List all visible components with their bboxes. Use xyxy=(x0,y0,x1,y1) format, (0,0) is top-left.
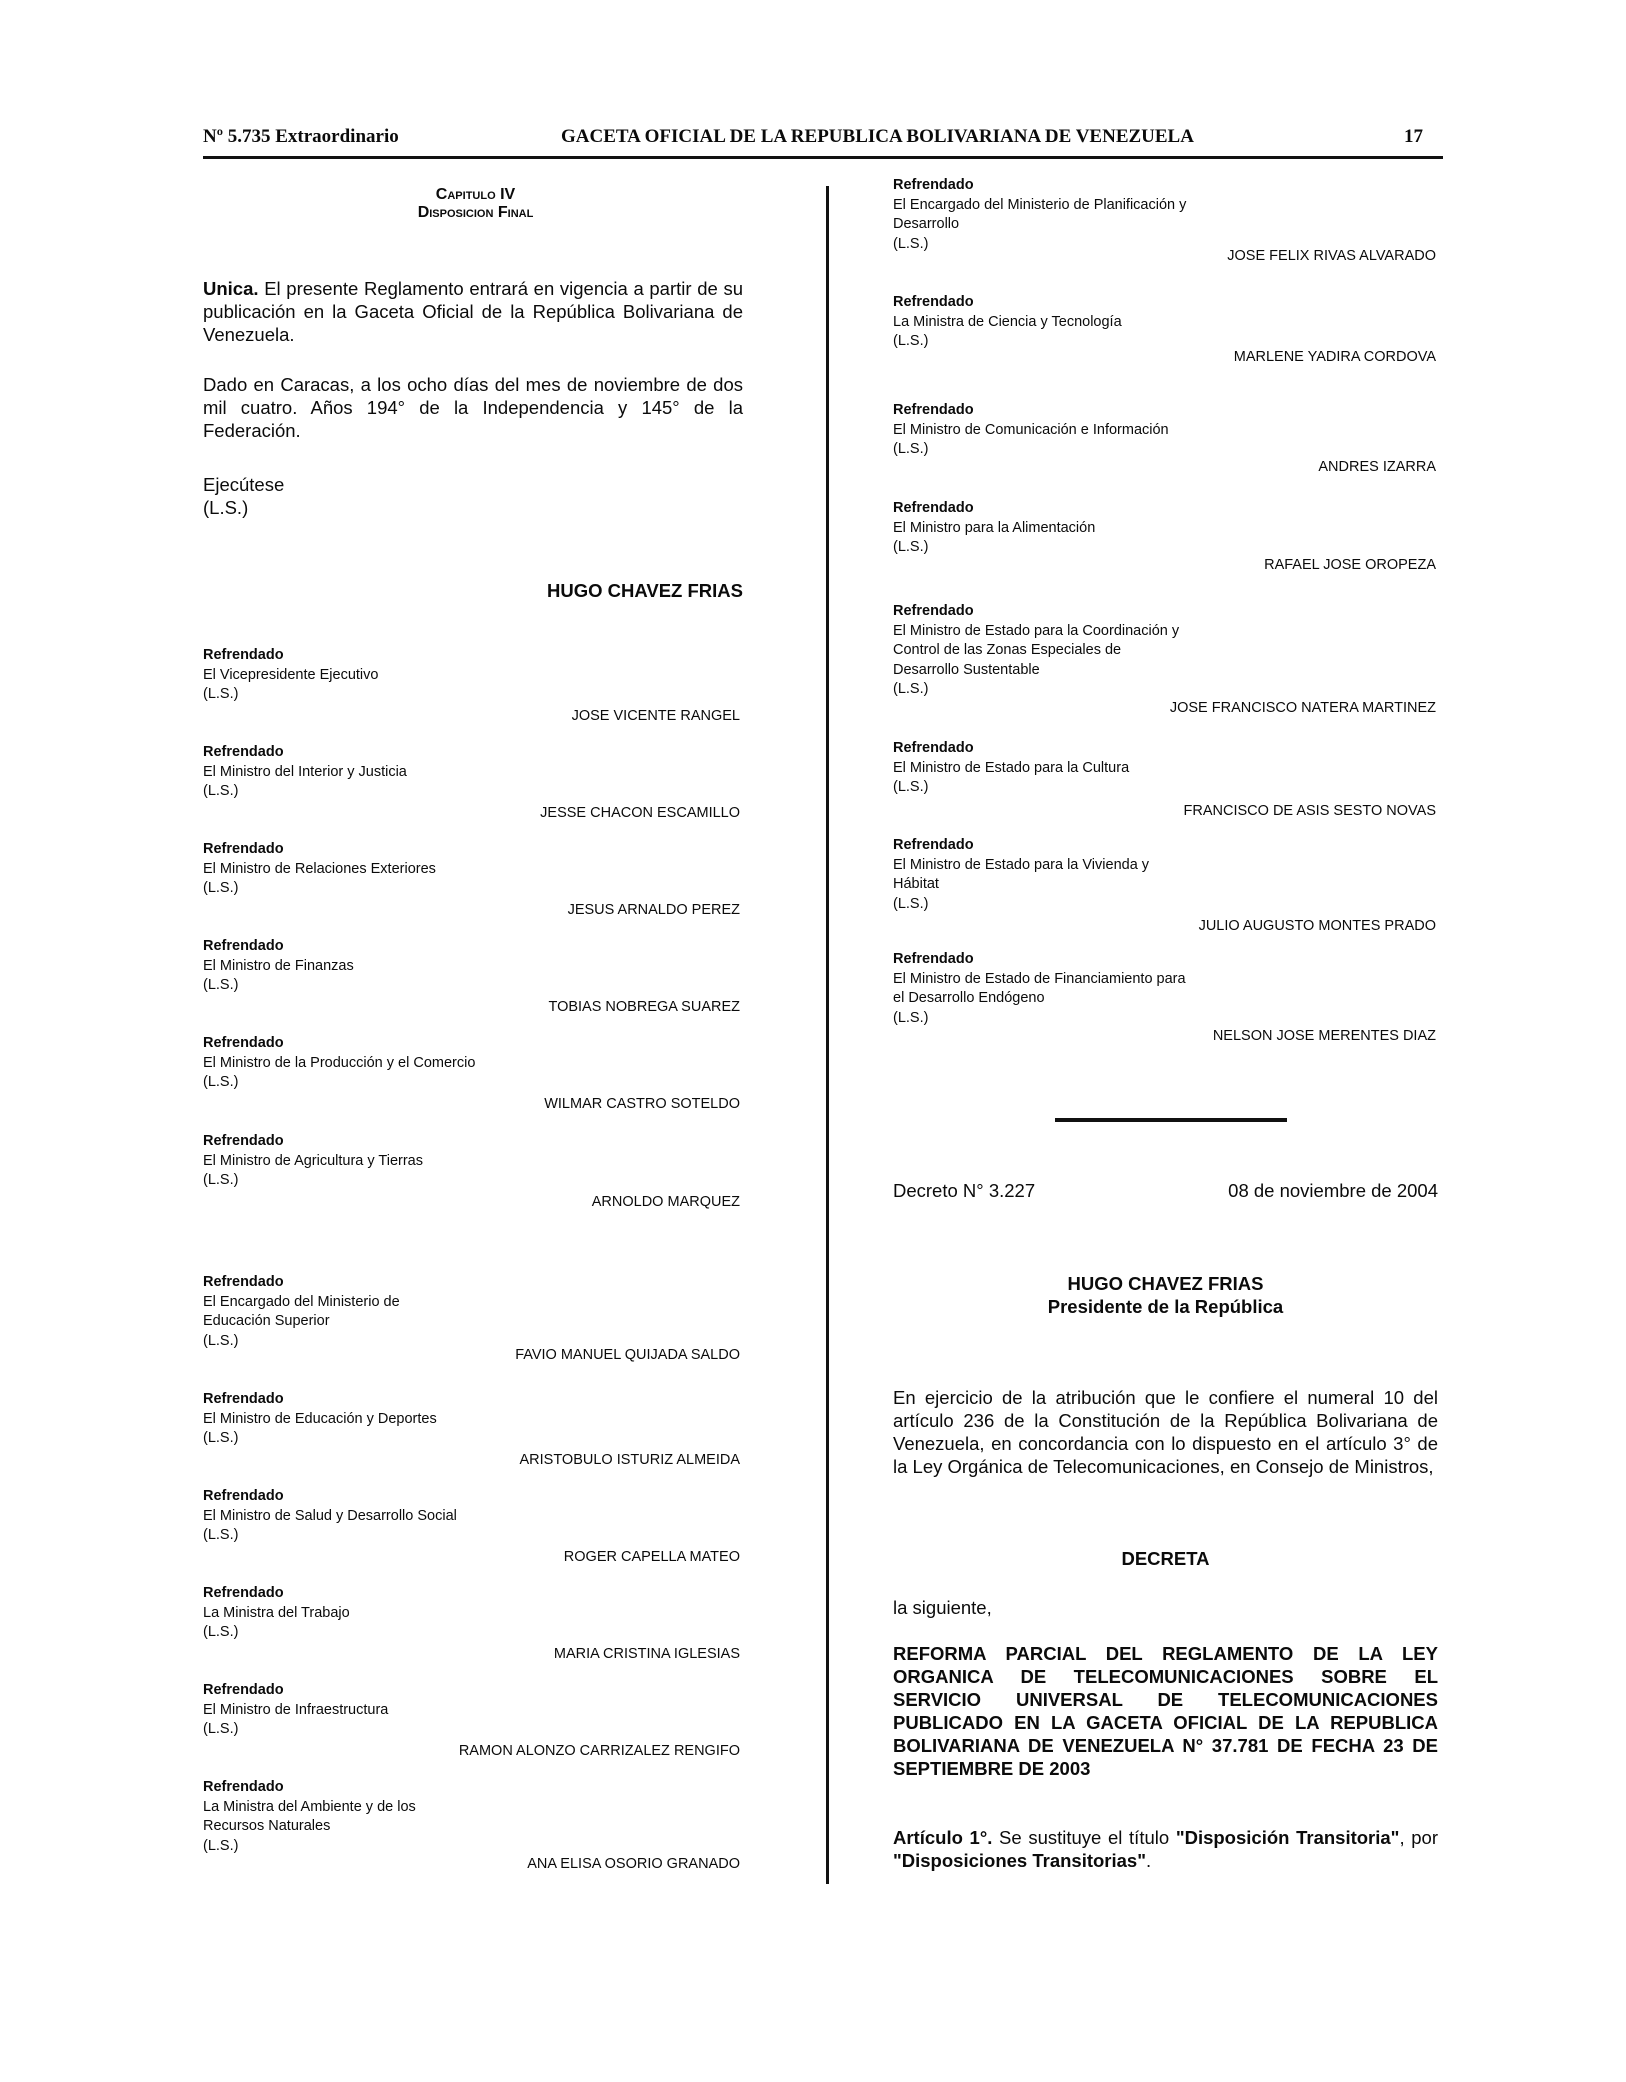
signatory-name: JOSE VICENTE RANGEL xyxy=(571,708,740,724)
ls-mark: (L.S.) xyxy=(203,977,239,993)
signatory-role: El Encargado del Ministerio de Planificación y Desarrollo xyxy=(893,196,1187,232)
signatory-block xyxy=(203,1487,473,1546)
refrendado-label: Refrendado xyxy=(203,1035,284,1051)
signatory-block xyxy=(893,602,1183,700)
signatory-name: JOSE FRANCISCO NATERA MARTINEZ xyxy=(1169,700,1436,716)
ls-mark: (L.S.) xyxy=(893,681,929,697)
signatory-block xyxy=(893,836,1193,914)
refrendado-label: Refrendado xyxy=(893,740,974,756)
signatory-name: ARISTOBULO ISTURIZ ALMEIDA xyxy=(519,1452,740,1468)
decree-president-title: Presidente de la República xyxy=(1047,1296,1284,1317)
article-quote-new: "Disposiciones Transitorias" xyxy=(893,1850,1146,1871)
signatory-block xyxy=(203,1390,473,1449)
article-text: . xyxy=(1145,1850,1152,1871)
unica-label: Unica. xyxy=(203,278,259,299)
signatory-name: JOSE FELIX RIVAS ALVARADO xyxy=(1227,248,1436,264)
refrendado-label: Refrendado xyxy=(203,1391,284,1407)
signatory-block xyxy=(203,1681,473,1740)
signatory-name: MARIA CRISTINA IGLESIAS xyxy=(553,1646,740,1662)
signatory-name: ROGER CAPELLA MATEO xyxy=(563,1549,740,1565)
decree-number: Decreto N° 3.227 xyxy=(893,1180,1036,1201)
unica-text: El presente Reglamento entrará en vigencia a partir de su publicación en la Gaceta Oficial de la República Bolivariana de Venezuela. xyxy=(203,278,743,345)
refrendado-label: Refrendado xyxy=(203,938,284,954)
article-text: , por xyxy=(1399,1827,1438,1848)
signatory-block xyxy=(893,401,1193,460)
refrendado-label: Refrendado xyxy=(203,1133,284,1149)
signatory-role: La Ministra de Ciencia y Tecnología xyxy=(893,313,1122,330)
signatory-role: La Ministra del Trabajo xyxy=(203,1604,350,1621)
article-1 xyxy=(893,1826,1438,1872)
decree-date: 08 de noviembre de 2004 xyxy=(1228,1180,1438,1201)
ls-mark: (L.S.) xyxy=(893,895,929,912)
chapter-title: Capitulo IV xyxy=(435,186,516,203)
decree-president: HUGO CHAVEZ FRIAS xyxy=(1067,1273,1264,1294)
decreta-heading: DECRETA xyxy=(1121,1548,1210,1569)
signatory-block xyxy=(893,176,1193,254)
signatory-role: El Ministro para la Alimentación xyxy=(893,519,1096,536)
ejecutese: Ejecútese xyxy=(203,474,285,495)
signatory-name: RAFAEL JOSE OROPEZA xyxy=(1264,557,1436,573)
signatory-name: ARNOLDO MARQUEZ xyxy=(591,1194,740,1210)
signatory-role: El Ministro de Finanzas xyxy=(203,957,354,974)
signatory-block xyxy=(203,1132,473,1191)
signatory-name: JULIO AUGUSTO MONTES PRADO xyxy=(1198,918,1436,934)
gazette-title: GACETA OFICIAL DE LA REPUBLICA BOLIVARIANA DE VENEZUELA xyxy=(561,126,1194,147)
column-divider xyxy=(826,186,829,1884)
ls-mark: (L.S.) xyxy=(203,686,239,702)
signatory-role: El Encargado del Ministerio de Educación Superior xyxy=(203,1293,400,1329)
section-separator xyxy=(1055,1118,1287,1122)
signatory-name: JESSE CHACON ESCAMILLO xyxy=(540,805,740,821)
signatory-name: FAVIO MANUEL QUIJADA SALDO xyxy=(515,1347,740,1363)
signatory-block xyxy=(203,1584,473,1643)
dado-paragraph: Dado en Caracas, a los ocho días del mes de noviembre de dos mil cuatro. Años 194° de la Independencia y 145° de la Federación. xyxy=(203,374,743,441)
signatory-role: El Ministro de Estado para la Coordinación y Control de las Zonas Especiales de Desarrollo Sustentable xyxy=(893,622,1180,678)
signatory-role: El Ministro de Relaciones Exteriores xyxy=(203,860,436,877)
preamble: En ejercicio de la atribución que le confiere el numeral 10 del artículo 236 de la Constitución de la República Bolivariana de Venezuela, en concordancia con lo dispuesto en el artículo 3° de la Ley Orgánica de Telecomunicaciones, en Consejo de Ministros, xyxy=(893,1387,1438,1477)
header-rule xyxy=(203,156,1443,159)
signatory-role: El Ministro de Estado para la Cultura xyxy=(893,759,1130,776)
signatory-block xyxy=(893,739,1193,798)
refrendado-label: Refrendado xyxy=(203,1682,284,1698)
ls-mark: (L.S.) xyxy=(893,779,929,795)
signatory-role: El Ministro de Comunicación e Información xyxy=(893,421,1169,438)
signatory-name: ANA ELISA OSORIO GRANADO xyxy=(527,1856,740,1872)
article-label: Artículo 1°. xyxy=(893,1827,993,1848)
refrendado-label: Refrendado xyxy=(893,837,974,853)
signatory-block xyxy=(203,840,473,899)
signatory-block xyxy=(893,950,1193,1028)
refrendado-label: Refrendado xyxy=(203,1779,284,1795)
signatory-name: TOBIAS NOBREGA SUAREZ xyxy=(548,999,740,1015)
signatory-role: El Ministro del Interior y Justicia xyxy=(203,763,407,780)
signatory-role: El Vicepresidente Ejecutivo xyxy=(203,666,379,683)
signatory-role: El Ministro de Educación y Deportes xyxy=(203,1410,437,1427)
signatory-role: La Ministra del Ambiente y de los Recursos Naturales xyxy=(203,1798,416,1834)
refrendado-label: Refrendado xyxy=(203,1585,284,1601)
refrendado-label: Refrendado xyxy=(203,647,284,663)
refrendado-label: Refrendado xyxy=(893,500,974,516)
signatory-block xyxy=(203,743,473,802)
signatory-name: MARLENE YADIRA CORDOVA xyxy=(1233,349,1436,365)
refrendado-label: Refrendado xyxy=(893,402,974,418)
article-quote-old: "Disposición Transitoria" xyxy=(1175,1827,1400,1848)
signatory-name: NELSON JOSE MERENTES DIAZ xyxy=(1212,1028,1436,1044)
refrendado-label: Refrendado xyxy=(893,603,974,619)
ls-mark: (L.S.) xyxy=(203,1624,239,1640)
ls-mark: (L.S.) xyxy=(203,1074,239,1090)
signatory-block xyxy=(203,1778,433,1856)
president-signature: HUGO CHAVEZ FRIAS xyxy=(547,580,743,601)
refrendado-label: Refrendado xyxy=(203,1488,284,1504)
signatory-name: RAMON ALONZO CARRIZALEZ RENGIFO xyxy=(458,1743,740,1759)
refrendado-label: Refrendado xyxy=(203,744,284,760)
ls-mark: (L.S.) xyxy=(203,1837,239,1854)
refrendado-label: Refrendado xyxy=(893,951,974,967)
signatory-role: El Ministro de Estado para la Vivienda y Hábitat xyxy=(893,856,1150,892)
ls-mark: (L.S.) xyxy=(203,880,239,896)
refrendado-label: Refrendado xyxy=(893,177,974,193)
signatory-block xyxy=(893,293,1193,352)
signatory-role: El Ministro de Salud y Desarrollo Social xyxy=(203,1507,457,1524)
signatory-name: JESUS ARNALDO PEREZ xyxy=(567,902,740,918)
signatory-role: El Ministro de Agricultura y Tierras xyxy=(203,1152,423,1169)
signatory-role: El Ministro de Infraestructura xyxy=(203,1701,389,1718)
decree-line xyxy=(893,1180,1438,1202)
signatory-block xyxy=(893,499,1193,558)
signatory-block xyxy=(203,937,473,996)
signatory-name: ANDRES IZARRA xyxy=(1318,459,1436,475)
unica-paragraph xyxy=(203,277,743,346)
page-number: 17 xyxy=(1404,126,1423,147)
ejecutese-block xyxy=(203,473,503,519)
ls-mark: (L.S.) xyxy=(203,1721,239,1737)
signatory-role: El Ministro de la Producción y el Comercio xyxy=(203,1054,476,1071)
signatory-role: El Ministro de Estado de Financiamiento para el Desarrollo Endógeno xyxy=(893,970,1186,1006)
ls-mark: (L.S.) xyxy=(203,783,239,799)
refrendado-label: Refrendado xyxy=(203,1274,284,1290)
refrendado-label: Refrendado xyxy=(203,841,284,857)
reform-title: REFORMA PARCIAL DEL REGLAMENTO DE LA LEY ORGANICA DE TELECOMUNICACIONES SOBRE EL SERVICIO UNIVERSAL DE TELECOMUNICACIONES PUBLICADO EN LA GACETA OFICIAL DE LA REPUBLICA BOLIVARIANA DE VENEZUELA N° 37.781 DE FECHA 23 DE SEPTIEMBRE DE 2003 xyxy=(893,1643,1438,1779)
decree-president-block xyxy=(893,1272,1438,1318)
signatory-block xyxy=(203,1273,433,1351)
signatory-name: FRANCISCO DE ASIS SESTO NOVAS xyxy=(1183,803,1436,819)
issue-number: Nº 5.735 Extraordinario xyxy=(203,126,399,147)
gazette-header xyxy=(203,126,1443,152)
ls-mark: (L.S.) xyxy=(203,497,249,518)
signatory-name: WILMAR CASTRO SOTELDO xyxy=(544,1096,740,1112)
ls-mark: (L.S.) xyxy=(203,1527,239,1543)
ls-mark: (L.S.) xyxy=(893,441,929,457)
ls-mark: (L.S.) xyxy=(893,539,929,555)
ls-mark: (L.S.) xyxy=(893,1009,929,1026)
ls-mark: (L.S.) xyxy=(893,333,929,349)
ls-mark: (L.S.) xyxy=(203,1332,239,1349)
signatory-block xyxy=(203,646,473,705)
article-text: Se sustituye el título xyxy=(992,1827,1176,1848)
chapter-subtitle: Disposicion Final xyxy=(417,204,534,221)
refrendado-label: Refrendado xyxy=(893,294,974,310)
ls-mark: (L.S.) xyxy=(203,1172,239,1188)
siguiente: la siguiente, xyxy=(893,1597,992,1618)
ls-mark: (L.S.) xyxy=(893,235,929,252)
chapter-heading xyxy=(203,186,748,222)
signatory-block xyxy=(203,1034,503,1093)
ls-mark: (L.S.) xyxy=(203,1430,239,1446)
